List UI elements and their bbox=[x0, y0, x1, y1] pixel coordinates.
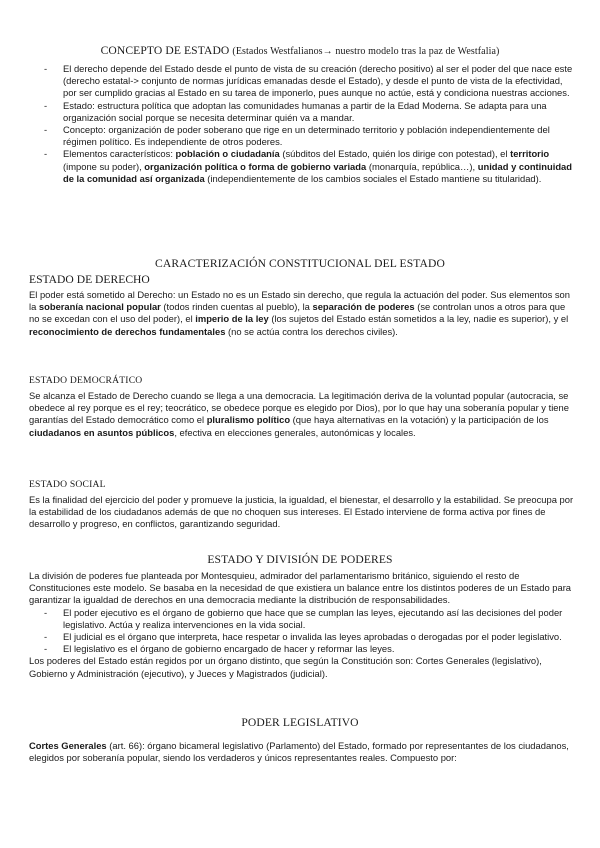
text-run: Elementos característicos: bbox=[63, 148, 176, 160]
division-intro bbox=[29, 570, 574, 607]
text-run: Los poderes del Estado están regidos por un órgano distinto, que según la Constitución son: Cortes Generales (legislativo), Gobierno y Administración (ejecutivo), y Jueces y Magistrados (judicial). bbox=[29, 655, 542, 679]
text-run: Concepto: organización de poder soberano que rige en un determinado territorio y población independientemente del régimen político. Es independiente de otros poderes. bbox=[63, 124, 550, 148]
text-run: El poder ejecutivo es el órgano de gobierno que hace que se cumplan las leyes, ejecutando así las decisiones del poder legislativo. Actúa y realiza intervenciones en la vida social. bbox=[63, 606, 563, 630]
division-title: ESTADO Y DIVISIÓN DE PODERES bbox=[207, 553, 393, 566]
text-run: (se controlan unos a otros para que no se excedan con el uso del poder), el bbox=[29, 301, 566, 325]
bullet-item bbox=[29, 643, 574, 655]
text-run: (no se actúa contra los derechos civiles). bbox=[225, 325, 398, 337]
text-run: , efectiva en elecciones generales, autonómicas y locales. bbox=[174, 426, 416, 438]
bold-term: unidad y continuidad de la comunidad así organizada bbox=[63, 160, 573, 184]
text-run: (que haya alternativas en la votación) y la participación de los bbox=[290, 414, 549, 426]
text-run: (todos rinden cuentas al pueblo), la bbox=[160, 301, 313, 313]
text-run: Es la finalidad del ejercicio del poder y promueve la justicia, la igualdad, el bienestar, el desarrollo y la estabilidad. Se preocupa por la estabilidad de los ciudadanos además de que no choquen sus intereses. El Estado interviene de forma activa por fines de desarrollo y progreso, en conflictos, garantizando seguridad. bbox=[29, 494, 574, 530]
concepto-title: CONCEPTO DE ESTADO bbox=[100, 44, 230, 57]
text-run: (los sujetos del Estado están sometidos a la ley, nadie es superior), y el bbox=[268, 313, 569, 325]
bold-term: ciudadanos en asuntos públicos bbox=[29, 426, 175, 438]
concepto-bullet-list bbox=[29, 63, 574, 185]
estado-social-text bbox=[29, 494, 574, 531]
text-run: La división de poderes fue planteada por Montesquieu, admirador del parlamentarismo británico, siguiendo el resto de Constituciones este modelo. Se basaba en la necesidad de que existiera un balance entre los distintos poderes de un Estado para garantizar la igualdad de derechos en una democracia mediante la distribución de responsabilidades. bbox=[29, 570, 572, 606]
bullet-item bbox=[29, 63, 574, 100]
estado-democratico-title: ESTADO DEMOCRÁTICO bbox=[29, 375, 143, 386]
division-outro bbox=[29, 655, 574, 679]
concepto-section bbox=[29, 63, 574, 185]
bold-term: Cortes Generales bbox=[29, 740, 107, 751]
bullet-item bbox=[29, 100, 574, 124]
concepto-heading bbox=[0, 44, 600, 59]
estado-derecho-title: ESTADO DE DERECHO bbox=[29, 273, 150, 286]
text-run: Estado: estructura política que adoptan las comunidades humanas a partir de la Edad Moderna. Se adapta para una organización social porque se necesita determinar quién va a mandar. bbox=[63, 99, 547, 123]
bullet-item bbox=[29, 607, 574, 631]
estado-social-title: ESTADO SOCIAL bbox=[29, 479, 106, 490]
bold-term: población o ciudadanía bbox=[175, 148, 280, 160]
bold-term: imperio de la ley bbox=[195, 313, 269, 325]
bold-term: soberanía nacional popular bbox=[38, 301, 161, 313]
bold-term: territorio bbox=[510, 148, 550, 160]
bullet-item bbox=[29, 148, 574, 185]
legislativo-section bbox=[29, 740, 574, 764]
bold-term: organización política o forma de gobierno variada bbox=[144, 160, 367, 172]
text-run: (monarquía, república…), bbox=[366, 160, 478, 172]
text-run: El judicial es el órgano que interpreta, hace respetar o invalida las leyes aprobadas o derogadas por el poder legislativo. bbox=[63, 631, 562, 643]
bold-term: separación de poderes bbox=[312, 301, 415, 313]
estado-social-section bbox=[29, 494, 574, 531]
estado-democratico-section bbox=[29, 390, 574, 439]
bullet-item bbox=[29, 124, 574, 148]
text-run: El poder está sometido al Derecho: un Estado no es un Estado sin derecho, que regula la actuación del poder. Sus elementos son la bbox=[29, 289, 570, 313]
legislativo-text bbox=[29, 740, 574, 764]
text-run: (art. 66): órgano bicameral legislativo (Parlamento) del Estado, formado por representantes de los ciudadanos, elegidos por soberanía popular, siendo los verdaderos y únicos representantes reales. Compuesto por: bbox=[29, 740, 569, 764]
text-run: El derecho depende del Estado desde el punto de vista de su creación (derecho positivo) al ser el poder del que nace este (derecho estatal-> conjunto de normas jurídicas emanadas desde el Estado), y desde el punto de vista de la efectividad, por ser cumplido gracias al Estado en su tarea de imponerlo, pues aunque no actúe, está y condiciona nuestras acciones. bbox=[63, 63, 573, 99]
bold-term: reconocimiento de derechos fundamentales bbox=[29, 325, 226, 337]
text-run: El legislativo es el órgano de gobierno encargado de hacer y reformar las leyes. bbox=[63, 643, 395, 655]
caracterizacion-title: CARACTERIZACIÓN CONSTITUCIONAL DEL ESTADO bbox=[155, 257, 445, 270]
bold-term: pluralismo político bbox=[206, 414, 291, 426]
text-run: (impone su poder), bbox=[63, 160, 145, 172]
estado-derecho-section bbox=[29, 289, 574, 338]
division-section bbox=[29, 570, 574, 680]
estado-derecho-text bbox=[29, 289, 574, 338]
bullet-item bbox=[29, 631, 574, 643]
text-run: Se alcanza el Estado de Derecho cuando se llega a una democracia. La legitimación deriva de la voluntad popular (autocracia, se obedece al rey porque es el rey; teocrático, se obedece porque es elegido por Dios), por lo que hay una soberanía popular y tiene garantías del Estado democrático como el bbox=[29, 390, 569, 426]
division-bullet-list bbox=[29, 607, 574, 656]
estado-democratico-text bbox=[29, 390, 574, 439]
legislativo-title: PODER LEGISLATIVO bbox=[241, 716, 359, 729]
text-run: (súbditos del Estado, quién los dirige con potestad), el bbox=[279, 148, 511, 160]
concepto-subtitle: (Estados Westfalianos→ nuestro modelo tras la paz de Westfalia) bbox=[232, 46, 500, 57]
text-run: (independientemente de los cambios sociales el Estado mantiene su titularidad). bbox=[204, 172, 542, 184]
